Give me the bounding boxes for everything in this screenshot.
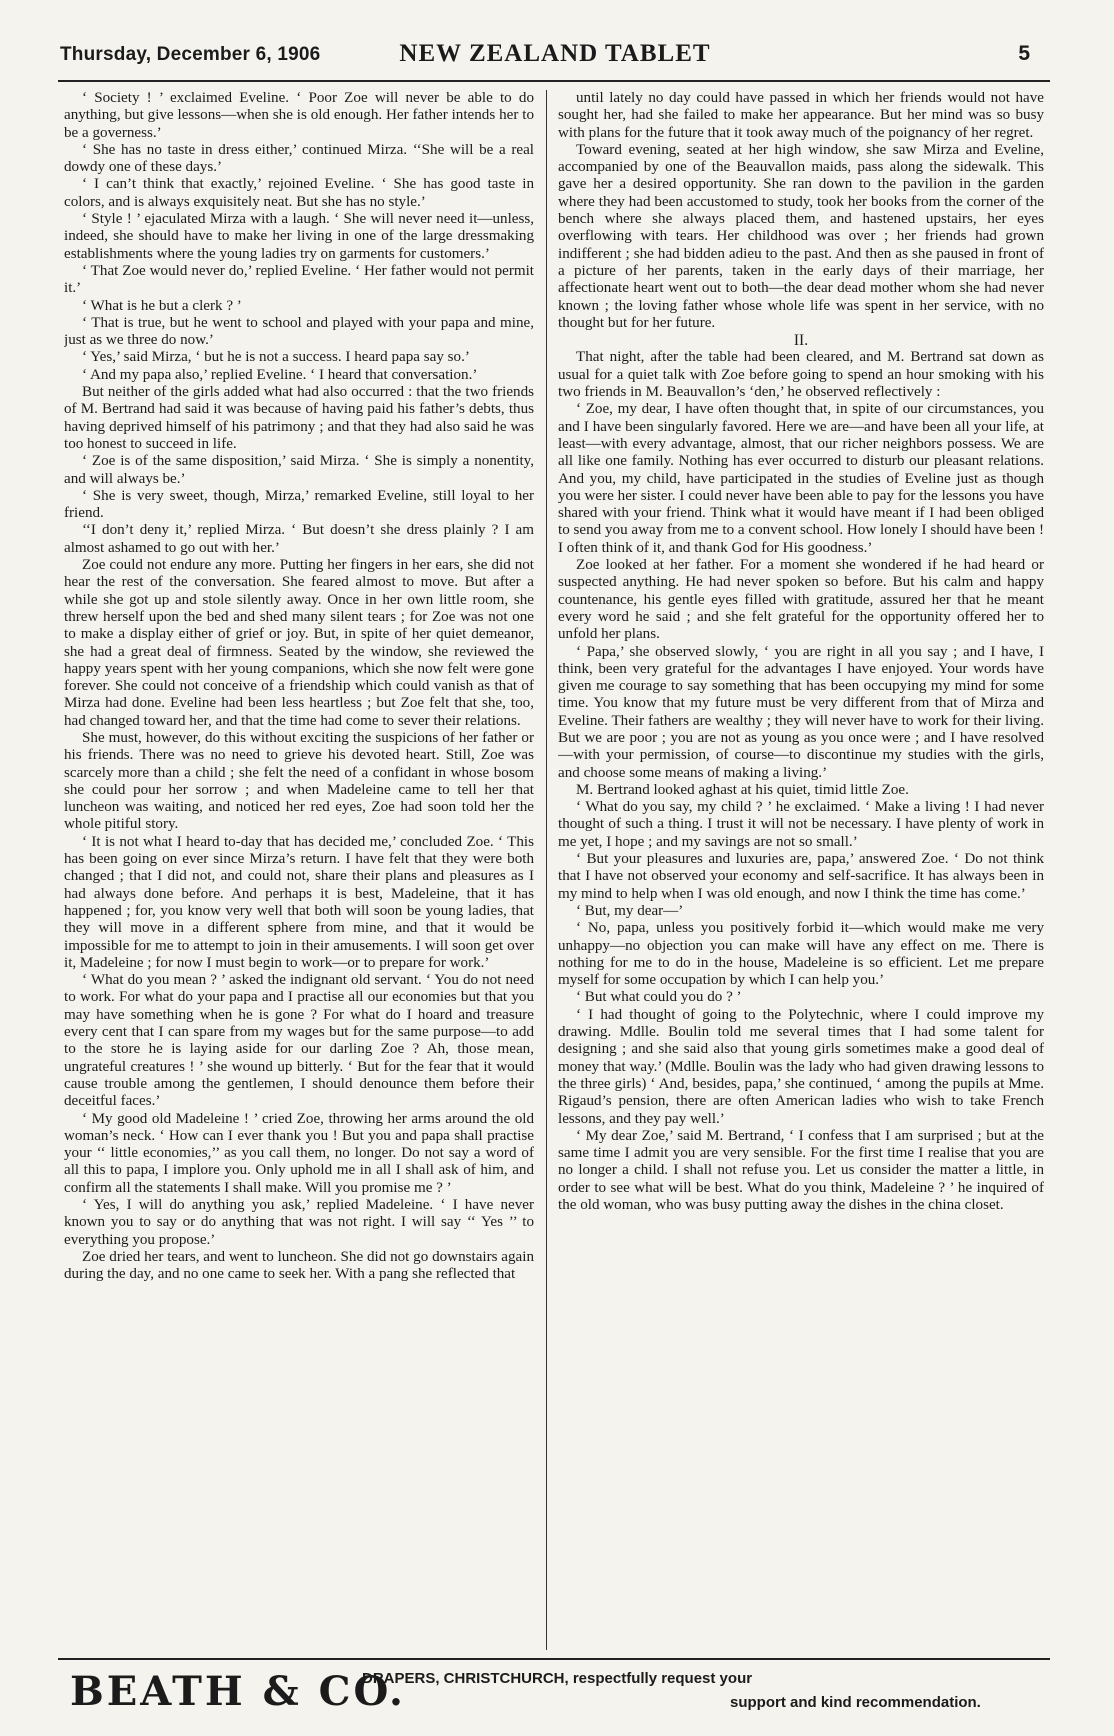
paragraph: ‘ She is very sweet, though, Mirza,’ remarked Eveline, still loyal to her friend. <box>64 487 534 522</box>
paragraph: ‘ She has no taste in dress either,’ continued Mirza. ‘‘She will be a real dowdy one of these days.’ <box>64 141 534 176</box>
paragraph: That night, after the table had been cleared, and M. Bertrand sat down as usual for a quiet talk with Zoe before going to spend an hour smoking with his two friends in M. Beauvallon’s ‘den,’ he observed reflectively : <box>558 349 1044 401</box>
paragraph: ‘ Society ! ’ exclaimed Eveline. ‘ Poor Zoe will never be able to do anything, but give lessons—when she is old enough. Her father intends her to be a governess.’ <box>64 90 534 141</box>
paragraph: Zoe could not endure any more. Putting her fingers in her ears, she did not hear the rest of the conversation. She feared almost to move. But after a while she got up and stole silently away. Once in her own little room, she threw herself upon the bed and shed many silent tears ; for Zoe was not one to make a display either of grief or joy. But, in spite of her quiet demeanor, she had a great deal of firmness. Seated by the window, she reviewed the happy years spent with her young companions, which she now felt were gone forever. She could not conceive of a friendship which could vanish as that of Mirza had done. Eveline had been less heartless ; but Zoe felt that she, too, had changed toward her, and that the time had come to sever their relations. <box>64 557 534 729</box>
advertisement-line: support and kind recommendation. <box>730 1694 981 1711</box>
left-column <box>64 90 534 1650</box>
paragraph: ‘ That Zoe would never do,’ replied Eveline. ‘ Her father would not permit it.’ <box>64 262 534 297</box>
paragraph: ‘ I had thought of going to the Polytechnic, where I could improve my drawing. Mdlle. Boulin told me several times that I had some talent for designing ; and she said also that young girls sometimes make a good deal of money that way.’ (Mdlle. Boulin was the lady who had given drawing lessons to the three girls) ‘ And, besides, papa,’ she continued, ‘ among the pupils at Mme. Rigaud’s pension, there are often American ladies who wish to take French lessons, and they pay well.’ <box>558 1006 1044 1127</box>
paragraph: ‘ What is he but a clerk ? ’ <box>82 297 242 314</box>
paragraph: ‘ But your pleasures and luxuries are, papa,’ answered Zoe. ‘ Do not think that I have not observed your economy and self-sacrifice. It has always been in my mind to help when I was old enough, and now I think the time has come.’ <box>558 851 1044 902</box>
paragraph: ‘ Style ! ’ ejaculated Mirza with a laugh. ‘ She will never need it—unless, indeed, she should have to make her living in one of the large dressmaking establishments where the young ladies try on garments for customers.’ <box>64 211 534 262</box>
paragraph: ‘ Yes, I will do anything you ask,’ replied Madeleine. ‘ I have never known you to say or do anything that was not right. I will say ‘‘ Yes ’’ to everything you propose.’ <box>64 1197 534 1248</box>
paragraph: ‘ My good old Madeleine ! ’ cried Zoe, throwing her arms around the old woman’s neck. ‘ How can I ever thank you ! But you and papa shall practise your ‘‘ little economies,’’ as you call them, no longer. Do not say a word of all this to papa, I implore you. Only uphold me in all I shall ask of him, and confirm all the statements I shall make. Will you promise me ? ’ <box>64 1110 534 1196</box>
paragraph: ‘ Zoe, my dear, I have often thought that, in spite of our circumstances, you and I have been singularly favored. Here we are—and have been all your life, at least—with every advantage, almost, that our richer neighbors possess. We are all like one family. Nothing has ever occurred to disturb our pleasant relations. And you, my child, have participated in the studies of Eveline just as though you were her sister. I could never have been able to pay for the lessons you have shared with your friend. Think what it would have meant if I had been obliged to send you away from me to a convent school. How lonely I should have been ! I often think of it, and thank God for His goodness.’ <box>558 401 1044 556</box>
paragraph: ‘ What do you say, my child ? ’ he exclaimed. ‘ Make a living ! I had never thought of such a thing. I trust it will not be necessary. I have plenty of work in me yet, I hope ; and my savings are not so small.’ <box>558 799 1044 850</box>
paragraph: But neither of the girls added what had also occurred : that the two friends of M. Bertrand had said it was because of having paid his father’s debts, thus having deprived himself of his patrimony ; and that they had also said he was too honest to succeed in life. <box>64 384 534 452</box>
paragraph: ‘‘I don’t deny it,’ replied Mirza. ‘ But doesn’t she dress plainly ? I am almost ashamed to go out with her.’ <box>64 522 534 556</box>
paragraph: ‘ That is true, but he went to school and played with your papa and mine, just as we three do now.’ <box>64 314 534 349</box>
paragraph: ‘ Yes,’ said Mirza, ‘ but he is not a success. I heard papa say so.’ <box>82 349 470 366</box>
paragraph: ‘ It is not what I heard to-day that has decided me,’ concluded Zoe. ‘ This has been going on ever since Mirza’s return. I have felt that they were both changed ; that I did not, and could not, share their plans and pleasures as I had always done before. And perhaps it is best, Madeleine, that it has happened ; for, you know very well that both will soon be young ladies, that they will move in a different sphere from mine, and that it would be impossible for me to attempt to join in their amusements. I will soon get over it, Madeleine ; for now I must begin to work—or to prepare for work.’ <box>64 833 534 971</box>
paragraph: ‘ My dear Zoe,’ said M. Bertrand, ‘ I confess that I am surprised ; but at the same time I admit you are very sensible. For the first time I realise that you are no longer a child. I shall not refuse you. Let us consider the matter a little, in order to see what will be best. What do you think, Madeleine ? ’ he inquired of the old woman, who was busy putting away the dishes in the china closet. <box>558 1127 1044 1213</box>
paragraph: ‘ What do you mean ? ’ asked the indignant old servant. ‘ You do not need to work. For what do your papa and I practise all our economies but that you may have something when he is gone ? For what do I hoard and treasure every cent that I can spare from my wages but for the same purpose—to add to the store he is laying aside for our darling Zoe ? Ah, those mean, ungrateful creatures ! ’ she wound up bitterly. ‘ But for the fear that it would cause trouble among the gentlemen, I should denounce them before their deceitful faces.’ <box>64 972 534 1110</box>
paragraph: Zoe dried her tears, and went to luncheon. She did not go downstairs again during the day, and no one came to seek her. With a pang she reflected that <box>64 1248 534 1283</box>
paragraph: ‘ Zoe is of the same disposition,’ said Mirza. ‘ She is simply a nonentity, and will always be.’ <box>64 453 534 487</box>
paragraph: She must, however, do this without exciting the suspicions of her father or his friends. There was no need to grieve his devoted heart. Still, Zoe was scarcely more than a child ; she felt the need of a confidant in whose bosom she could pour her sorrow ; and when Madeleine came to tell her that luncheon was waiting, and noticed her red eyes, Zoe had soon told her the whole pitiful story. <box>64 729 534 833</box>
right-column <box>558 90 1044 1650</box>
column-divider <box>546 90 547 1650</box>
paragraph: ‘ But what could you do ? ’ <box>576 989 742 1006</box>
paragraph: until lately no day could have passed in which her friends would not have sought her, had she failed to make her appearance. But her mind was so busy with plans for the future that it took away much of the poignancy of her regret. <box>558 90 1044 141</box>
paragraph: Zoe looked at her father. For a moment she wondered if he had heard or suspected anything. He had never spoken so before. But his calm and happy countenance, his gentle eyes filled with gratitude, assured her that he meant every word he said ; and she felt grateful for the opportunity offered her to unfold her plans. <box>558 557 1044 643</box>
section-number: II. <box>793 332 809 350</box>
advertiser-name: BEATH & CO. <box>70 1668 406 1715</box>
masthead-title: NEW ZEALAND TABLET <box>399 40 711 67</box>
paragraph: ‘ Papa,’ she observed slowly, ‘ you are right in all you say ; and I have, I think, been very grateful for the advantages I have enjoyed. Your words have given me courage to say something that has been occupying my mind for some time. You know that my future must be very different from that of Mirza and Eveline. Their fathers are wealthy ; they will never have to work for their living. But we are poor ; you are not as young as you once were ; and I have resolved—with your permission, of course—to discontinue my studies with the girls, and choose some means of making a living.’ <box>558 643 1044 781</box>
page-header <box>60 40 1050 74</box>
advertisement <box>70 1664 1050 1724</box>
issue-date: Thursday, December 6, 1906 <box>60 44 321 65</box>
advertisement-line: DRAPERS, CHRISTCHURCH, respectfully request your <box>362 1670 753 1687</box>
footer-rule <box>58 1658 1050 1660</box>
page-number: 5 <box>1018 42 1030 65</box>
paragraph: ‘ I can’t think that exactly,’ rejoined Eveline. ‘ She has good taste in colors, and is always exquisitely neat. But she has no style.’ <box>64 176 534 210</box>
paragraph: ‘ But, my dear—’ <box>576 902 684 919</box>
header-rule <box>58 80 1050 82</box>
paragraph: Toward evening, seated at her high window, she saw Mirza and Eveline, accompanied by one of the Beauvallon maids, pass along the sidewalk. This gave her a desired opportunity. She ran down to the pavilion in the garden where they had been accustomed to study, took her books from the corner of the bench where she always placed them, and hastened upstairs, her eyes overflowing with tears. Her childhood was over ; her friends had grown indifferent ; she had bidden adieu to the past. And then as she paused in front of a picture of her parents, taken in the early days of their marriage, her affectionate heart went out to both—the dear dead mother whom she had never known ; the loving father whose whole life was spent in her service, with no thought but for her future. <box>558 141 1044 331</box>
paragraph: ‘ No, papa, unless you positively forbid it—which would make me very unhappy—no objection you can make will have any effect on me. There is nothing for me to do in the house, Madeleine is so efficient. Let me prepare myself for some occupation by which I can help you.’ <box>558 920 1044 989</box>
paragraph: ‘ And my papa also,’ replied Eveline. ‘ I heard that conversation.’ <box>82 366 478 383</box>
paragraph: M. Bertrand looked aghast at his quiet, timid little Zoe. <box>576 781 909 798</box>
